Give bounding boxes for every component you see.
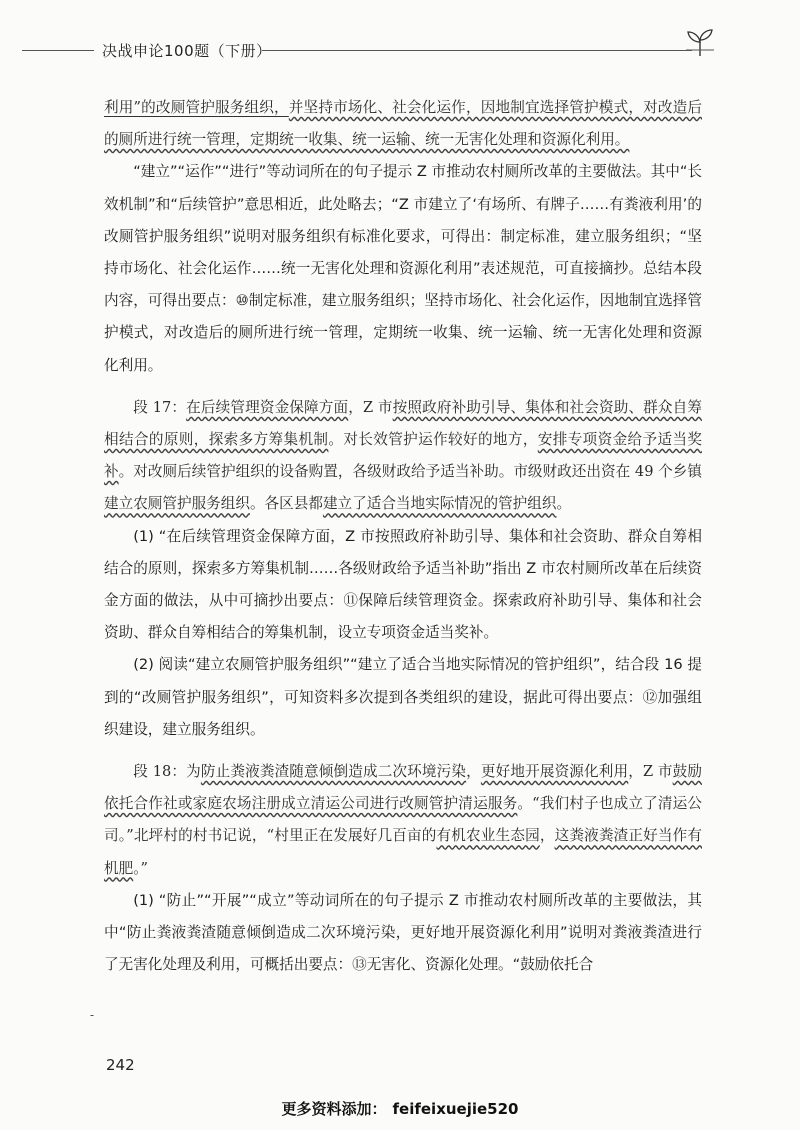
footer-note: [0, 1098, 800, 1119]
text-run: 。对改厕后续管护组织的设备购置，各级财政给予适当补助。市级财政还出资在 49 个乡镇: [118, 463, 702, 481]
text-run: (2) 阅读“建立农厕管护服务组织”“建立了适合当地实际情况的管护组织”，结合段 16 提到的“改厕管护服务组织”，可知资料多次提到各类组织的建设，据此可得出要点：⑫加强组织建设，建立服务组织。: [104, 656, 702, 738]
analysis-paragraph: [104, 885, 702, 982]
text-run: 。“我们村子也成立了清运公司。”北坪村的村书记说，“村里正在发展好几百亩的: [104, 795, 702, 845]
footer-handle: feifeixuejie520: [392, 1100, 519, 1118]
source-paragraph: [104, 92, 702, 156]
text-run: 这粪液粪渣正好当作有机肥: [104, 827, 702, 877]
text-run: 鼓励依托合作社或家庭农场注册成立清运公司进行改厕管护清运服务: [104, 763, 702, 813]
text-run: 建立农厕管护服务组织: [104, 495, 250, 513]
source-paragraph: [104, 756, 702, 885]
body-text: [104, 92, 702, 981]
text-run: 更好地开展资源化利用: [480, 763, 629, 781]
text-run: “建立”“运作”“进行”等动词所在的句子提示 Z 市推动农村厕所改革的主要做法。其中“长效机制”和“后续管护”意思相近，此处略去；“Z 市建立了‘有场所、有牌子……有粪液利用’的改厕管护服务组织”说明对服务组织有标准化要求，可得出：制定标准，建立服务组织；“坚持市场化、社会化运作……统一无害化处理和资源化利用”表述规范，可直接摘抄。总结本段内容，可得出要点：⑩制定标准，建立服务组织；坚持市场化、社会化运作，因地制宜选择管护模式，对改造后的厕所进行统一管理，定期统一收集、统一运输、统一无害化处理和资源化利用。: [104, 163, 702, 374]
book-title: 决战申论100题（下册）: [102, 42, 272, 60]
running-header: [22, 38, 712, 62]
text-run: 有机农业生态园: [436, 827, 540, 845]
text-run: ，Z 市: [628, 763, 673, 781]
analysis-paragraph: [104, 521, 702, 650]
header-rule-left: [22, 50, 94, 51]
text-run: 按照政府补助引导、集体和社会资助、群众自筹相结合的原则，探索多方筹集机制: [104, 398, 702, 449]
text-run: 建立了适合当地实际情况的管护组织: [322, 495, 557, 513]
analysis-paragraph: [104, 156, 702, 381]
paragraph-gap: [104, 746, 702, 756]
analysis-paragraph: [104, 649, 702, 746]
text-run: (1) “在后续管理资金保障方面，Z 市按照政府补助引导、集体和社会资助、群众自筹相结合的原则，探索多方筹集机制……各级财政给予适当补助”指出 Z 市农村厕所改革在后续资金方面的做法，从中可摘抄出要点：⑪保障后续管理资金。探索政府补助引导、集体和社会资助、群众自筹相结合的筹集机制，设立专项资金适当奖补。: [104, 527, 702, 642]
source-paragraph: [104, 392, 702, 521]
footer-label: 更多资料添加：: [281, 1100, 387, 1118]
text-run: 在后续管理资金保障方面: [186, 398, 349, 416]
header-rule-right: [262, 50, 692, 51]
text-run: (1) “防止”“开展”“成立”等动词所在的句子提示 Z 市推动农村厕所改革的主要做法，其中“防止粪液粪渣随意倾倒造成二次环境污染，更好地开展资源化利用”说明对粪液粪渣进行了无害化处理及利用，可概括出要点：⑬无害化、资源化处理。“鼓励依托合: [104, 891, 702, 974]
sprout-icon: [684, 28, 716, 58]
margin-mark: -: [90, 1008, 95, 1022]
text-run: 段 18：为: [133, 763, 201, 781]
text-run: 。对长效管护运作较好的地方，: [328, 431, 538, 449]
text-run: 并坚持市场化、社会化运作，因地制宜选择管护模式，对改造后的厕所进行统一管理，定期统一收集、统一运输、统一无害化处理和资源化利用。: [104, 99, 702, 149]
text-run: 安排专项资金给予适当奖补: [104, 431, 702, 481]
text-run: 。”: [133, 859, 148, 877]
page-number: 242: [106, 1056, 135, 1074]
text-run: ，Z 市: [348, 398, 393, 416]
text-run: ，: [539, 827, 555, 845]
text-run: 。各区县都: [249, 495, 323, 513]
text-run: 防止粪液粪渣随意倾倒造成二次环境污染: [200, 763, 467, 781]
text-run: 利用”: [104, 99, 141, 116]
text-run: ，: [466, 763, 481, 781]
text-run: 的改厕管护服务组织，: [141, 99, 289, 116]
text-run: 。: [556, 495, 572, 513]
paragraph-gap: [104, 382, 702, 392]
text-run: 段 17：: [133, 398, 187, 416]
